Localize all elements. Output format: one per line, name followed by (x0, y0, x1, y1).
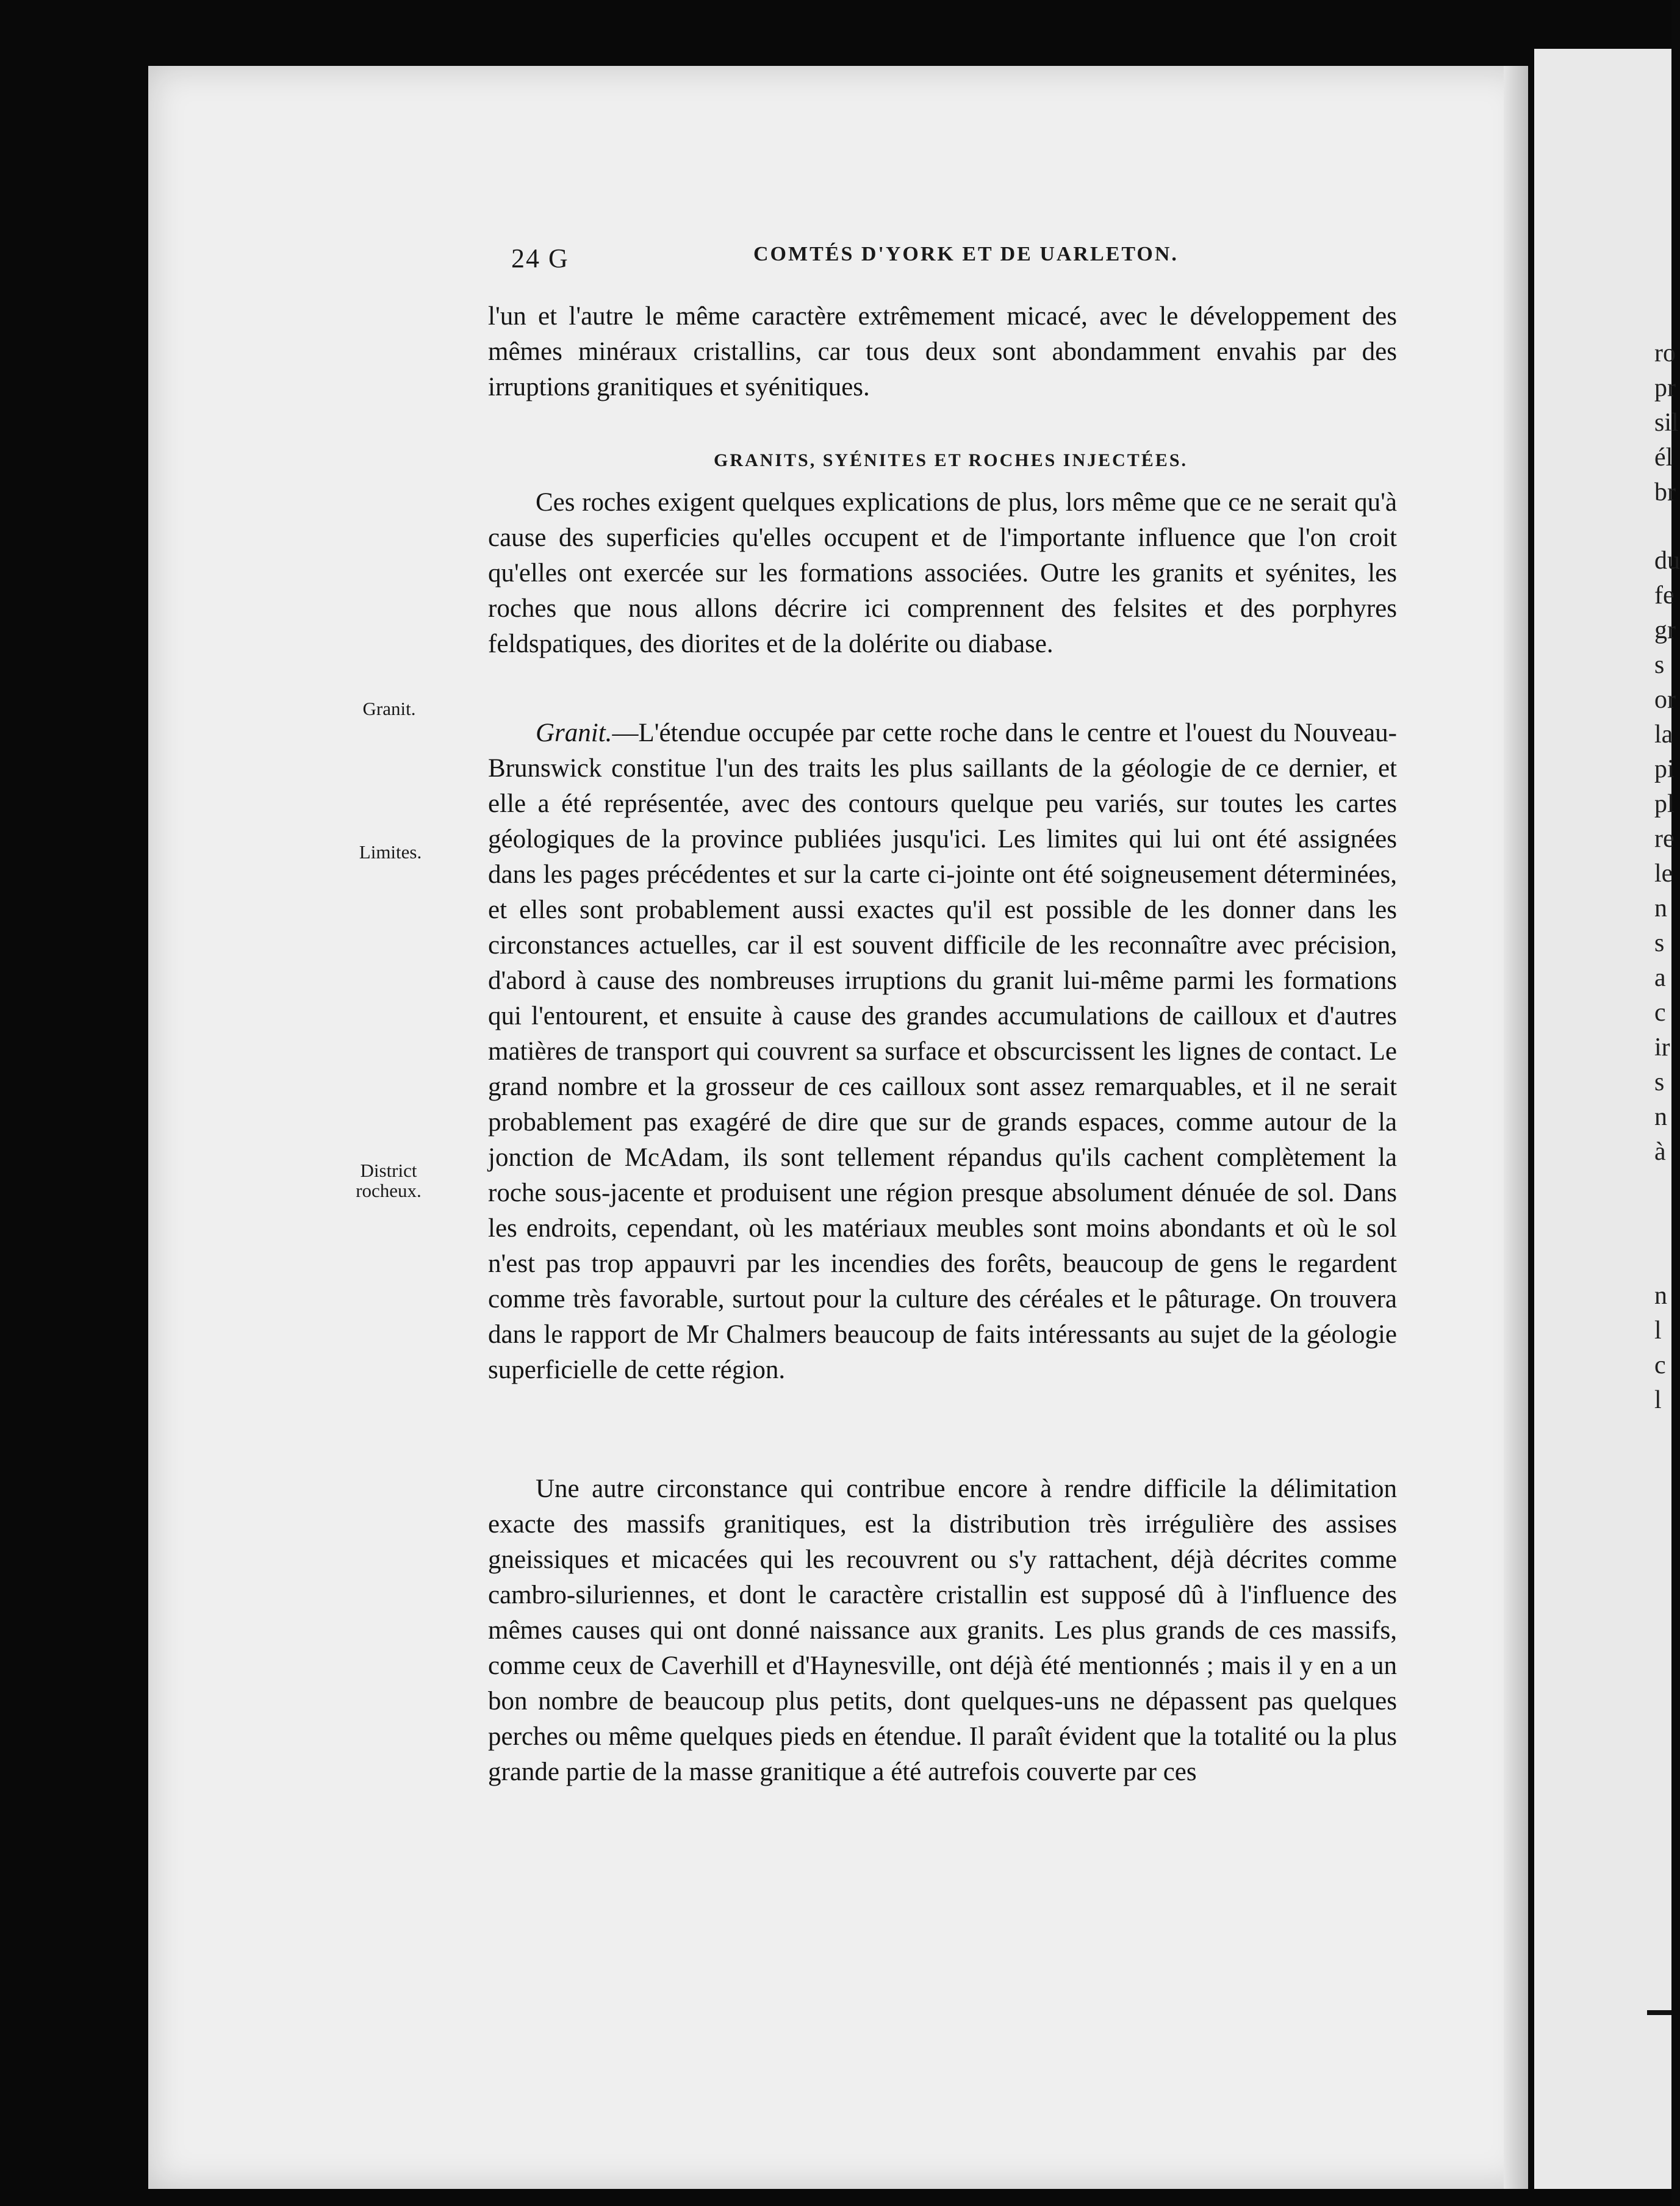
page-number: 24 G (511, 243, 569, 273)
facing-page-fragment: sil (1654, 409, 1679, 437)
facing-page-fragment: l (1654, 1317, 1662, 1345)
facing-page-fragment: l (1654, 1386, 1662, 1414)
intro-paragraph-text: l'un et l'autre le même caractère extrêmement micacé, avec le développement des mêmes minéraux cristallins, car tous deux sont abondamment envahis par des irruptions granitiques et syénitiques. (488, 302, 1397, 401)
facing-page-fragment: la (1654, 720, 1673, 749)
paragraph-2-text (488, 716, 1397, 1388)
facing-page-fragment: pl (1654, 790, 1675, 818)
section-heading: GRANITS, SYÉNITES ET ROCHES INJECTÉES. (714, 450, 1188, 470)
facing-page-fragment: s (1654, 651, 1665, 679)
facing-page-fragment: ro (1654, 339, 1676, 367)
facing-page-fragment: gr (1654, 616, 1676, 644)
margin-note-district: District rocheux. (356, 1160, 422, 1201)
margin-note-limites: Limites. (359, 841, 422, 863)
paragraph-1-text: Ces roches exigent quelques explications de plus, lors même que ce ne serait qu'à cause des superficies qu'elles occupent et de l'importante influence que l'on croit qu'elles ont exercée sur les formations associées. Outre les granits et syénites, les roches que nous allons décrire ici comprennent des felsites et des porphyres feldspatiques, des diorites et de la dolérite ou diabase. (488, 488, 1397, 658)
facing-page-fragment: or (1654, 686, 1676, 714)
margin-note-granit: Granit. (362, 698, 416, 719)
facing-page-fragment: pr (1654, 374, 1676, 402)
facing-page-fragment: pi (1654, 755, 1675, 783)
granit-lead: Granit. (536, 719, 612, 747)
facing-page-fragment: à (1654, 1138, 1666, 1166)
granit-body: —L'étendue occupée par cette roche dans le centre et l'ouest du Nouveau-Brunswick constitue l'un des traits les plus saillants de la géologie de ce dernier, et elle a été représentée, avec des contours quelque peu variés, sur toutes les cartes géologiques de la province publiées jusqu'ici. Les limites qui lui ont été assignées dans les pages précédentes et sur la carte ci-jointe ont été soigneusement déterminées, et elles sont probablement aussi exactes qu'il est possible de les donner dans les circonstances actuelles, car il est souvent difficile de les reconnaître avec précision, d'abord à cause des nombreuses irruptions du granit lui-même parmi les formations qui l'entourent, et ensuite à cause des grandes accumulations de cailloux et d'autres matières de transport qui couvrent sa surface et obscurcissent les lignes de contact. Le grand nombre et la grosseur de ces cailloux sont assez remarquables, et il ne serait probablement pas exagéré de dire que sur de grands espaces, comme autour de la jonction de McAdam, ils sont tellement répandus qu'ils cachent complètement la roche sous-jacente et produisent une région presque absolument dénuée de sol. Dans les endroits, cependant, où les matériaux meubles sont moins abondants et où le sol n'est pas trop appauvri par les incendies des forêts, beaucoup de gens le regardent comme très favorable, surtout pour la culture des céréales et le pâturage. On trouvera dans le rapport de Mr Chalmers beaucoup de faits intéressants au sujet de la géologie superficielle de cette région. (488, 719, 1397, 1384)
paragraph-3-text: Une autre circonstance qui contribue encore à rendre difficile la délimitation exacte des massifs granitiques, est la distribution très irrégulière des assises gneissiques et micacées qui les recouvrent ou s'y rattachent, déjà décrites comme cambro-siluriennes, et dont le caractère cristallin est supposé dû à l'influence des mêmes causes qui ont donné naissance aux granits. Les plus grands de ces massifs, comme ceux de Caverhill et d'Haynesville, ont déjà été mentionnés ; mais il y en a un bon nombre de beaucoup plus petits, dont quelques-uns ne dépassent pas quelques perches ou même quelques pieds en étendue. Il paraît évident que la totalité ou la plus grande partie de la masse granitique a été autrefois couverte par ces (488, 1475, 1397, 1786)
intro-paragraph (488, 299, 1397, 405)
facing-page-fragment: n (1654, 1103, 1667, 1131)
facing-page-fragment: le (1654, 860, 1673, 888)
facing-page-fragment: c (1654, 999, 1666, 1027)
paragraph-3 (488, 1471, 1397, 1790)
facing-page-fragment: du (1654, 547, 1680, 575)
facing-page-fragment: ir (1654, 1033, 1670, 1062)
facing-page-fragment: a (1654, 964, 1666, 992)
facing-page-fragment: él (1654, 444, 1673, 472)
facing-page-fragment: s (1654, 929, 1665, 957)
facing-page-fragment: br (1654, 478, 1676, 506)
binding-mark (1647, 2010, 1671, 2015)
facing-page-fragment: re (1654, 825, 1675, 853)
paragraph-1 (488, 485, 1397, 662)
facing-page-fragment: s (1654, 1068, 1665, 1096)
paragraph-2 (488, 716, 1397, 1388)
facing-page-fragment: n (1654, 894, 1667, 922)
facing-page-fragment: c (1654, 1351, 1666, 1379)
facing-page-fragment: n (1654, 1282, 1667, 1310)
facing-page-fragment: fe (1654, 581, 1675, 609)
facing-page-edge (1534, 49, 1671, 2189)
running-header-title: COMTÉS D'YORK ET DE UARLETON. (753, 243, 1179, 265)
